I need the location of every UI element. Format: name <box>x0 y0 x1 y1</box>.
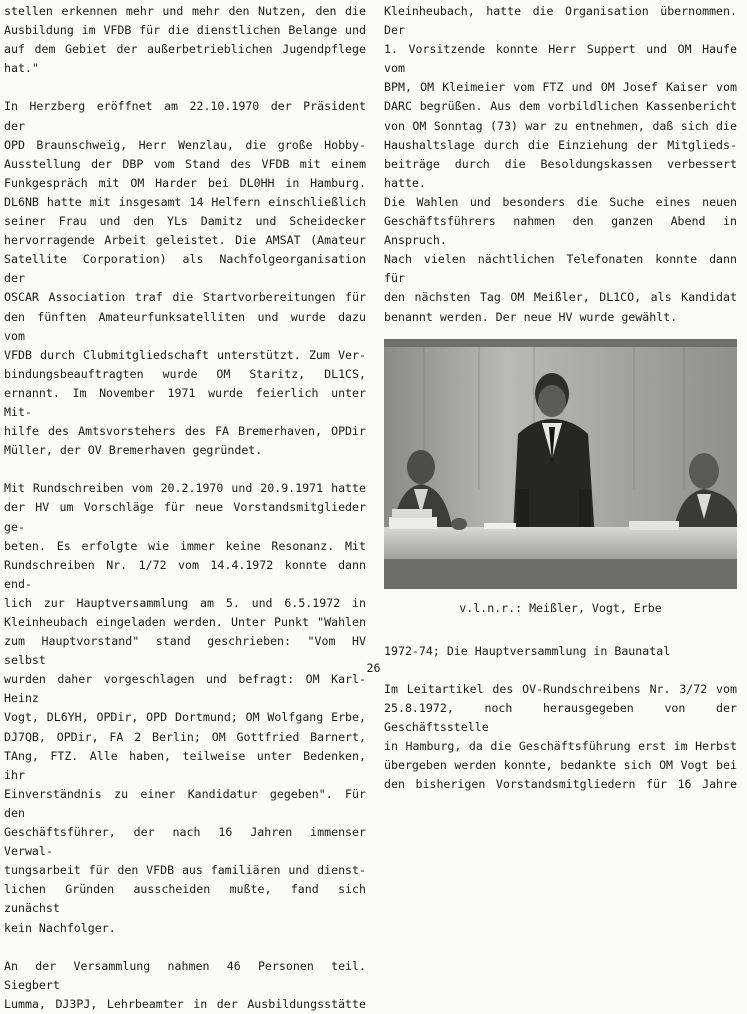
paragraph <box>4 97 366 460</box>
text-line: hilfe des Amtsvorstehers des FA Bremerhaven, OPDir <box>4 424 366 439</box>
text-line: stellen erkennen mehr und mehr den Nutzen, den die <box>4 4 366 18</box>
page-number: 26 <box>366 661 381 675</box>
text-line: bindungsbeauftragten wurde OM Staritz, DL1CS, <box>4 366 366 381</box>
text-line: 1. Vorsitzende konnte Herr Suppert und OM Haufe vom <box>384 42 737 76</box>
text-line: Vogt, DL6YH, OPDir, OPD Dortmund; OM Wolfgang Erbe, <box>4 710 366 725</box>
text-line: den bisherigen Vorstandsmitgliedern für 16 Jahre <box>384 777 737 792</box>
text-line: DL6NB hatte mit insgesamt 14 Helfern einschließlich <box>4 194 366 209</box>
text-line: Kleinheubach, hatte die Organisation übernommen. Der <box>384 4 737 38</box>
text-line: DARC begrüßen. Aus dem vorbildlichen Kassenbericht <box>384 99 737 114</box>
text-line: Ausbildung im VFDB für die dienstlichen Belange und <box>4 23 366 38</box>
text-line: hervorragende Arbeit geleistet. Die AMSAT (Amateur <box>4 233 366 248</box>
text-line: Die Wahlen und besonders die Suche eines neuen <box>384 194 737 209</box>
text-line: den nächsten Tag OM Meißler, DL1CO, als Kandidat <box>384 290 737 305</box>
text-line: benannt werden. Der neue HV wurde gewählt. <box>384 309 678 324</box>
right-column <box>384 2 737 794</box>
text-line: in Hamburg, da die Geschäftsführung erst im Herbst <box>384 739 737 754</box>
text-line: Haushaltslage durch die Einziehung der Mitglieds- <box>384 137 737 152</box>
section-heading: 1972-74; Die Hauptversammlung in Baunatal <box>384 643 671 658</box>
text-line: TAng, FTZ. Alle haben, teilweise unter Bedenken, ihr <box>4 748 366 782</box>
text-line: Müller, der OV Bremerhaven gegründet. <box>4 443 263 458</box>
text-line: Im Leitartikel des OV-Rundschreibens Nr. 3/72 vom <box>384 681 737 696</box>
text-line: Satellite Corporation) als Nachfolgeorganisation der <box>4 252 366 286</box>
text-line: ernannt. Im November 1971 wurde feierlich unter Mit- <box>4 385 366 419</box>
paragraph <box>4 2 366 78</box>
text-line: tungsarbeit für den VFDB aus familiären und dienst- <box>4 863 366 878</box>
text-line: An der Versammlung nahmen 46 Personen teil. Siegbert <box>4 958 366 992</box>
text-line: Lumma, DJ3PJ, Lehrbeamter in der Ausbildungsstätte <box>4 996 366 1011</box>
text-line: beiträge durch die Besoldungskassen verbessert hatte. <box>384 156 737 190</box>
text-line: wurden daher vorgeschlagen und befragt: OM Karl-Heinz <box>4 672 366 706</box>
text-line: lichen Gründen ausscheiden mußte, fand sich zunächst <box>4 882 366 916</box>
text-line: OSCAR Association traf die Startvorbereitungen für <box>4 290 366 305</box>
text-line: auf dem Gebiet der außerbetrieblichen Jugendpflege <box>4 42 366 57</box>
text-line: Nach vielen nächtlichen Telefonaten konnte dann für <box>384 252 737 286</box>
text-line: Rundschreiben Nr. 1/72 vom 14.4.1972 konnte dann end- <box>4 557 366 591</box>
text-line: Kleinheubach eingeladen werden. Unter Punkt "Wahlen <box>4 615 366 629</box>
text-line: Ausstellung der DBP vom Stand des VFDB mit einem <box>4 156 366 171</box>
text-line: beten. Es erfolgte wie immer keine Resonanz. Mit <box>4 538 366 553</box>
text-line: VFDB durch Clubmitgliedschaft unterstützt. Zum Ver- <box>4 347 366 362</box>
left-column <box>4 2 366 1014</box>
text-line: übergeben werden konnte, bedankte sich OM Vogt bei <box>384 758 737 773</box>
text-line: seiner Frau und den YLs Damitz und Scheidecker <box>4 214 366 229</box>
text-line: Geschäftsführers nahmen den ganzen Abend in Anspruch. <box>384 214 737 248</box>
meeting-photo-image <box>384 339 737 589</box>
meeting-photo <box>384 339 737 589</box>
text-line: den fünften Amateurfunksatelliten und wurde dazu vom <box>4 309 366 343</box>
text-line: kein Nachfolger. <box>4 920 116 935</box>
paragraph <box>4 479 366 937</box>
text-line: Einverständnis zu einer Kandidatur gegeben". Für den <box>4 786 366 820</box>
text-line: DJ7QB, OPDir, FA 2 Berlin; OM Gottfried Barnert, <box>4 729 366 744</box>
text-line: Mit Rundschreiben vom 20.2.1970 und 20.9.1971 hatte <box>4 481 366 496</box>
text-line: In Herzberg eröffnet am 22.10.1970 der Präsident der <box>4 99 366 133</box>
paragraph <box>384 680 737 795</box>
paragraph <box>4 957 366 1014</box>
text-line: Funkgespräch mit OM Harder bei DL0HH in Hamburg. <box>4 175 366 190</box>
text-line: 25.8.1972, noch herausgegeben von der Geschäftsstelle <box>384 700 737 734</box>
photo-caption: v.l.n.r.: Meißler, Vogt, Erbe <box>459 600 662 615</box>
text-line: zum Hauptvorstand" stand geschrieben: "Vom HV selbst <box>4 634 366 668</box>
text-line: BPM, OM Kleimeier vom FTZ und OM Josef Kaiser vom <box>384 80 737 95</box>
text-line: von OM Sonntag (73) war zu entnehmen, daß sich die <box>384 118 737 133</box>
paragraph <box>384 2 737 327</box>
text-line: der HV um Vorschläge für neue Vorstandsmitglieder ge- <box>4 500 366 534</box>
text-line: OPD Braunschweig, Herr Wenzlau, die große Hobby- <box>4 137 366 152</box>
text-line: Geschäftsführer, der nach 16 Jahren immenser Verwal- <box>4 825 366 859</box>
text-line: hat." <box>4 61 39 76</box>
text-line: lich zur Hauptversammlung am 5. und 6.5.1972 in <box>4 595 366 610</box>
